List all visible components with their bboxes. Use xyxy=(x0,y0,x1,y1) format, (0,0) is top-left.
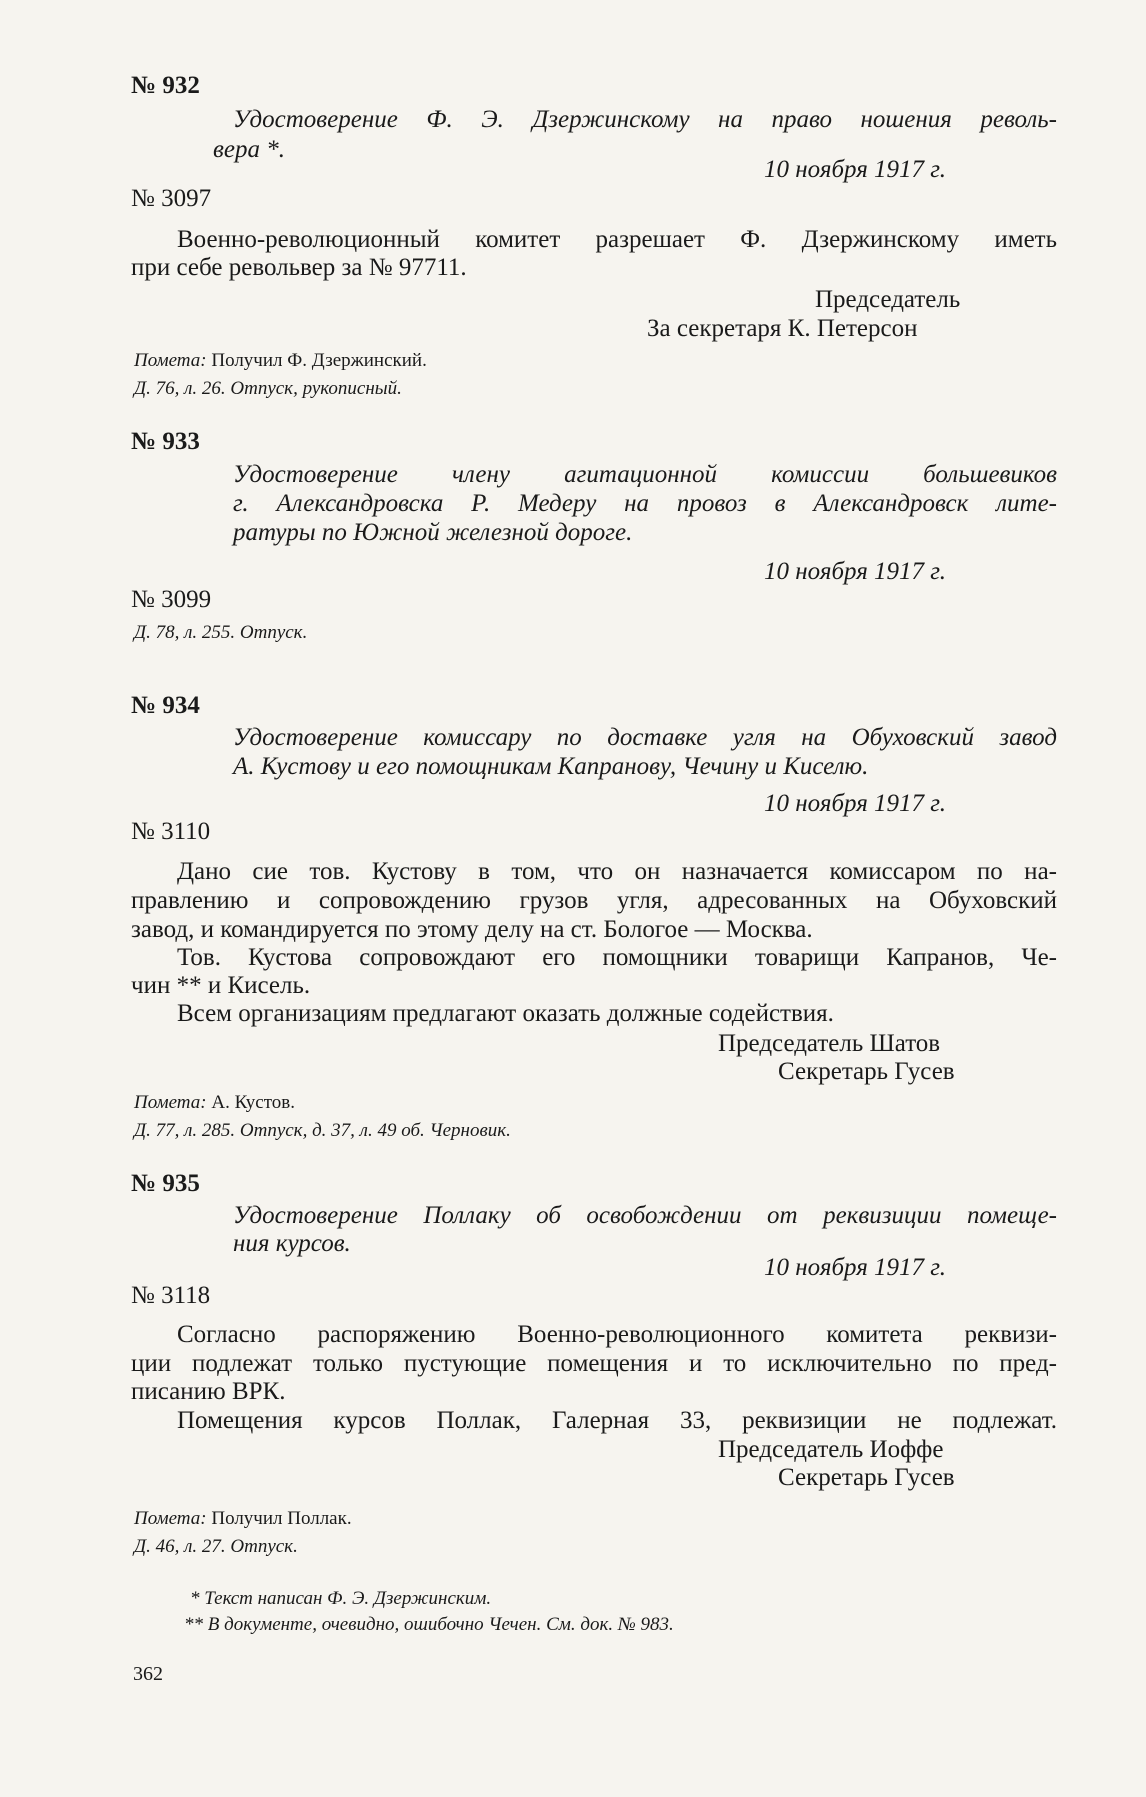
document-number: № 935 xyxy=(131,1170,200,1197)
signature-line: Председатель Иоффе xyxy=(718,1436,944,1463)
body-line: Военно-революционный комитет разрешает Ф. Дзержинскому иметь xyxy=(177,226,1057,253)
body-line: писанию ВРК. xyxy=(131,1378,286,1405)
document-number: № 934 xyxy=(131,692,200,719)
registration-number: № 3099 xyxy=(131,586,212,613)
note-label: Помета: xyxy=(134,1508,207,1529)
document-date: 10 ноября 1917 г. xyxy=(764,558,946,585)
body-line: Всем организациям предлагают оказать должные содействия. xyxy=(177,1000,834,1027)
registration-number: № 3118 xyxy=(131,1282,211,1309)
note xyxy=(134,350,427,372)
document-title-line: вера *. xyxy=(213,136,285,163)
note-text: Получил Поллак. xyxy=(211,1508,352,1529)
footnote: * Текст написан Ф. Э. Дзержинским. xyxy=(190,1588,492,1609)
note xyxy=(134,1092,295,1114)
note xyxy=(134,1508,352,1530)
document-title-line: Удостоверение Поллаку об освобождении от реквизиции помеще- xyxy=(233,1202,1057,1229)
body-line: при себе револьвер за № 97711. xyxy=(131,254,467,281)
signature-line: Секретарь Гусев xyxy=(778,1058,955,1085)
archive-reference: Д. 77, л. 285. Отпуск, д. 37, л. 49 об. Черновик. xyxy=(134,1120,511,1141)
signature-line: За секретаря К. Петерсон xyxy=(647,315,918,342)
document-title-line: А. Кустову и его помощникам Капранову, Чечину и Киселю. xyxy=(233,753,869,780)
body-line: ции подлежат только пустующие помещения и то исключительно по пред- xyxy=(131,1350,1057,1377)
document-date: 10 ноября 1917 г. xyxy=(764,156,946,183)
archive-reference: Д. 78, л. 255. Отпуск. xyxy=(134,622,308,643)
body-line: чин ** и Кисель. xyxy=(131,972,311,999)
note-label: Помета: xyxy=(134,350,207,371)
document-title-line: Удостоверение комиссару по доставке угля на Обуховский завод xyxy=(233,724,1057,751)
document-date: 10 ноября 1917 г. xyxy=(764,1254,946,1281)
registration-number: № 3097 xyxy=(131,185,212,212)
signature-line: Секретарь Гусев xyxy=(778,1464,955,1491)
body-line: завод, и командируется по этому делу на ст. Бологое — Москва. xyxy=(131,916,813,943)
document-number: № 933 xyxy=(131,428,200,455)
footnote: ** В документе, очевидно, ошибочно Чечен. См. док. № 983. xyxy=(184,1614,674,1635)
archive-reference: Д. 46, л. 27. Отпуск. xyxy=(134,1536,298,1557)
note-text: А. Кустов. xyxy=(211,1092,296,1113)
page-number: 362 xyxy=(133,1663,163,1685)
note-label: Помета: xyxy=(134,1092,207,1113)
document-number: № 932 xyxy=(131,72,200,99)
document-title-line: ратуры по Южной железной дороге. xyxy=(233,519,633,546)
document-title-line: Удостоверение члену агитационной комиссии большевиков xyxy=(233,461,1057,488)
registration-number: № 3110 xyxy=(131,818,211,845)
document-title-line: ния курсов. xyxy=(233,1230,351,1257)
signature-line: Председатель Шатов xyxy=(718,1030,941,1057)
signature-line: Председатель xyxy=(815,286,961,313)
body-line: Тов. Кустова сопровождают его помощники товарищи Капранов, Че- xyxy=(177,944,1057,971)
body-line: Помещения курсов Поллак, Галерная 33, реквизиции не подлежат. xyxy=(177,1407,1057,1434)
note-text: Получил Ф. Дзержинский. xyxy=(211,350,427,371)
document-title-line: г. Александровска Р. Медеру на провоз в Александровск лите- xyxy=(233,490,1057,517)
document-title-line: Удостоверение Ф. Э. Дзержинскому на право ношения револь- xyxy=(233,106,1057,133)
body-line: правлению и сопровождению грузов угля, адресованных на Обуховский xyxy=(131,887,1057,914)
document-date: 10 ноября 1917 г. xyxy=(764,790,946,817)
body-line: Согласно распоряжению Военно-революционного комитета реквизи- xyxy=(177,1321,1057,1348)
body-line: Дано сие тов. Кустову в том, что он назначается комиссаром по на- xyxy=(177,858,1057,885)
archive-reference: Д. 76, л. 26. Отпуск, рукописный. xyxy=(134,378,402,399)
